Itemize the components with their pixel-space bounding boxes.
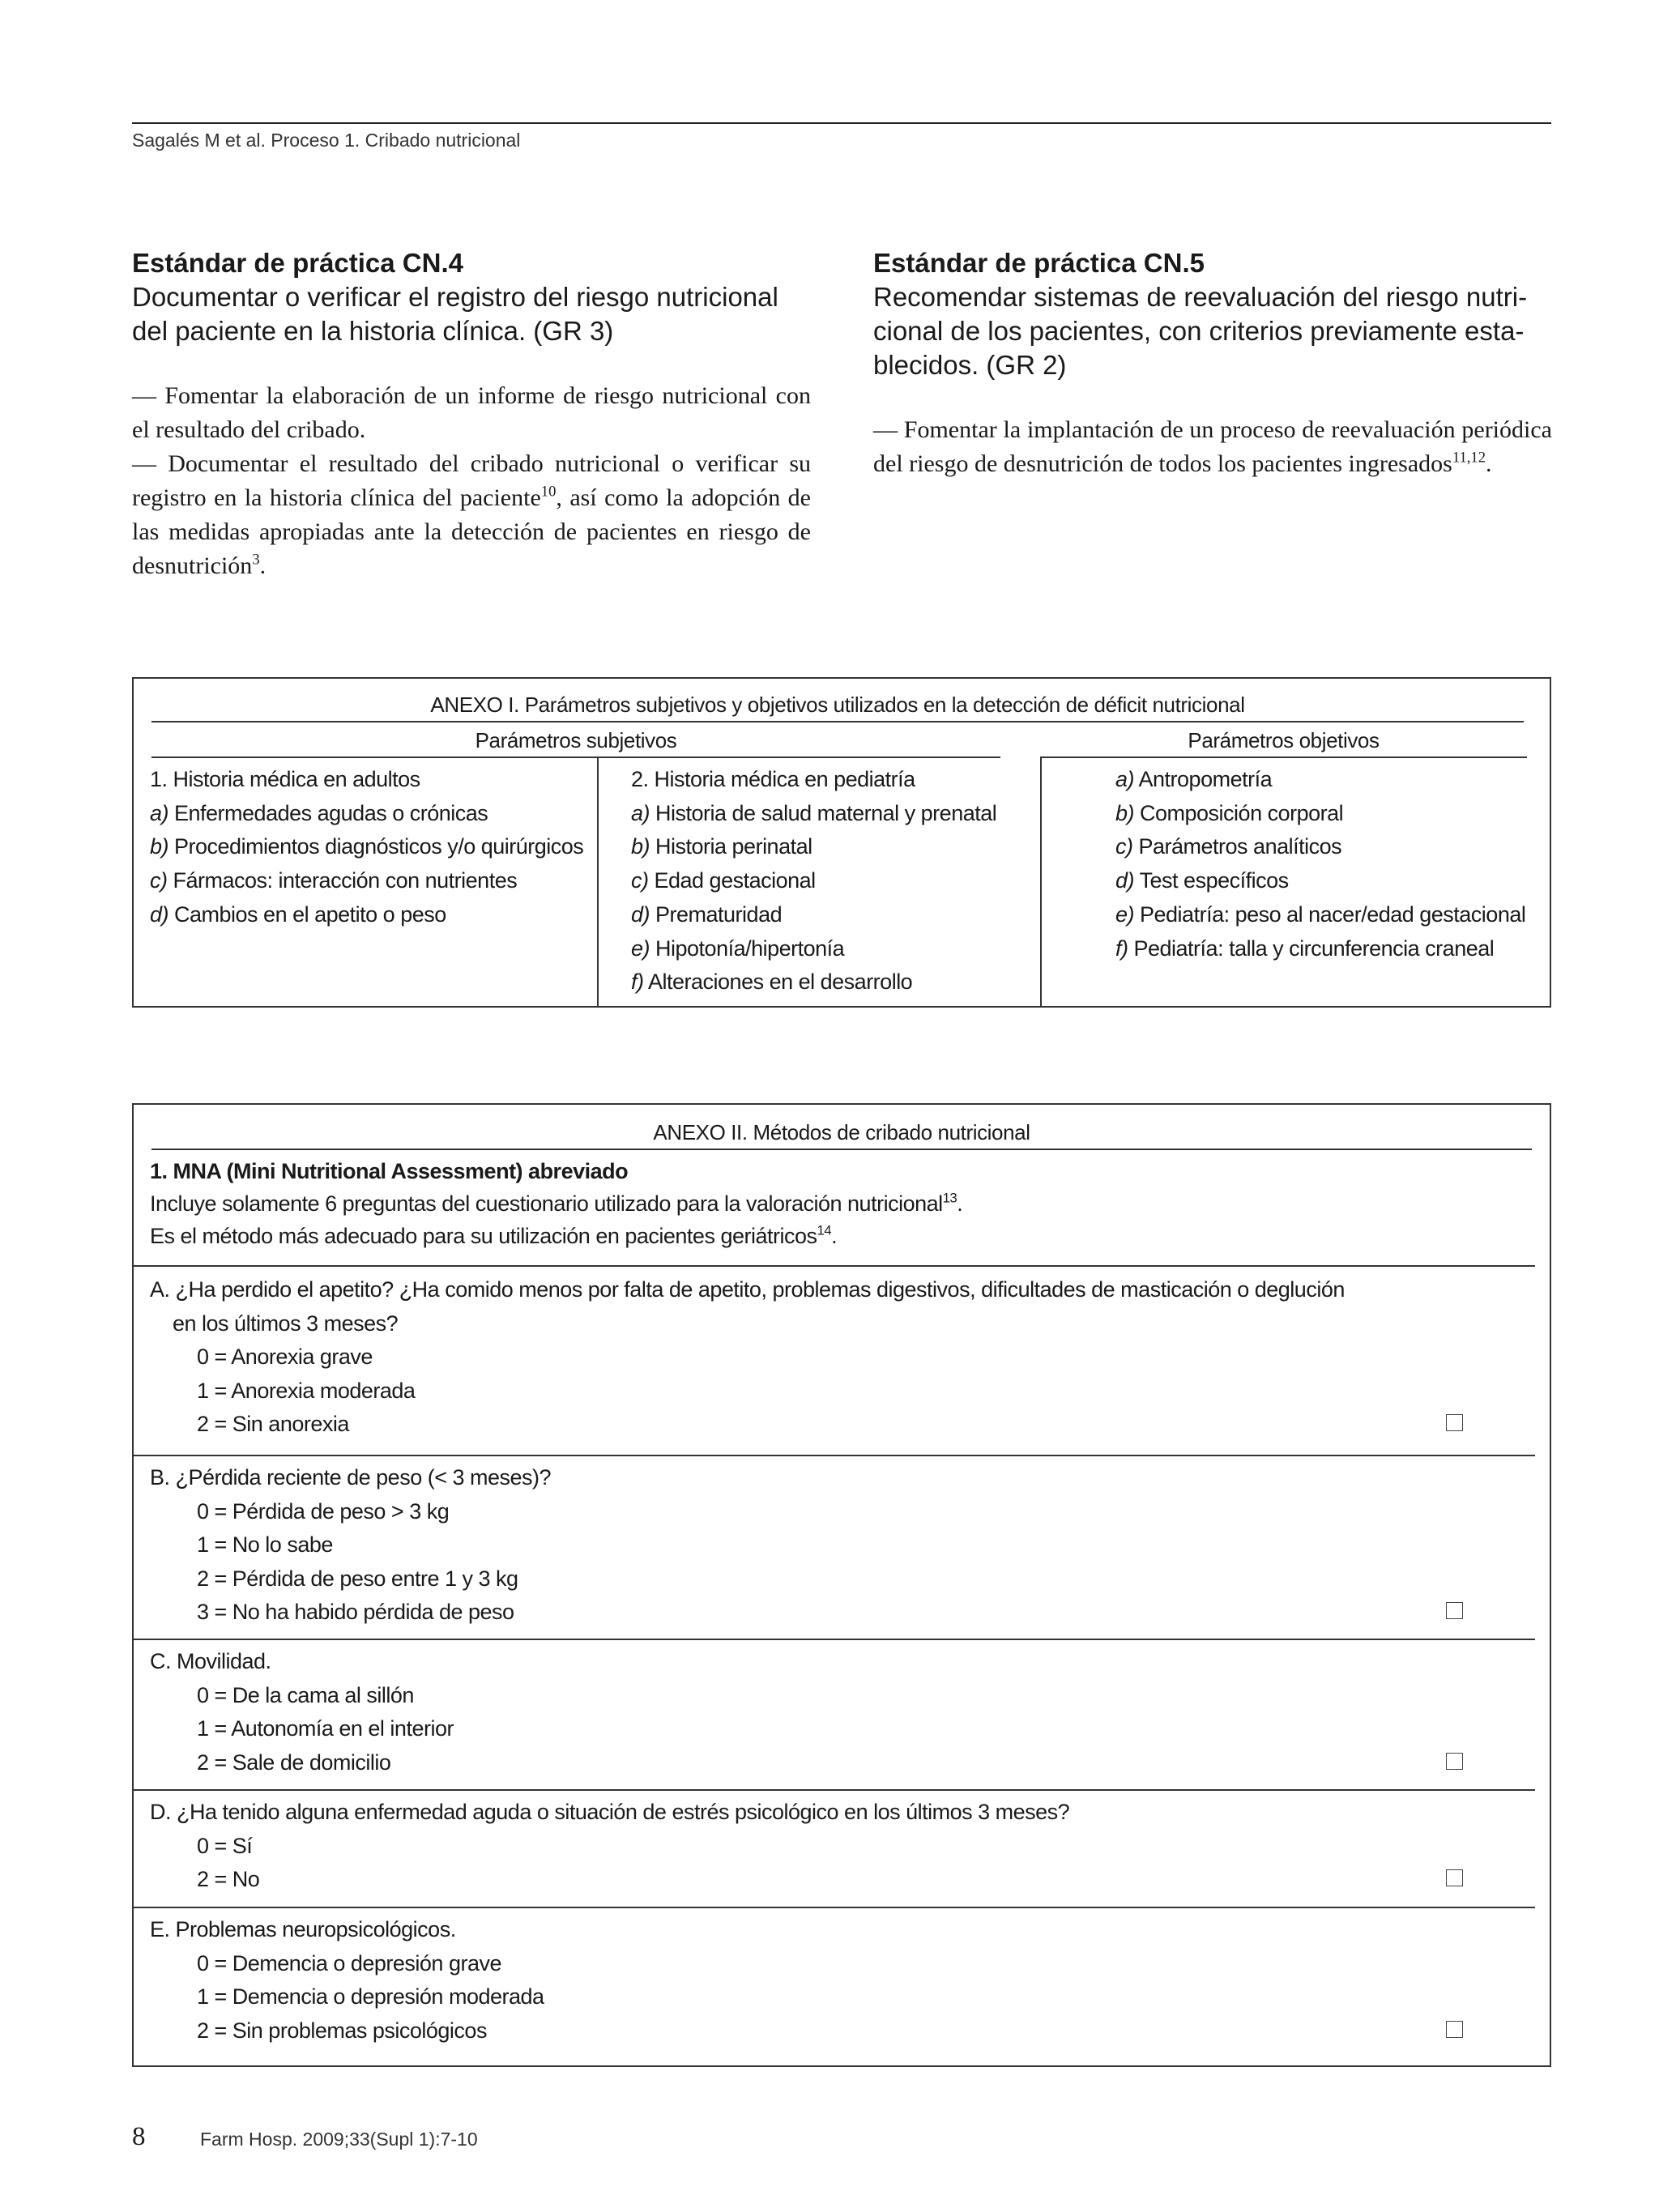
question-d	[150, 1796, 1527, 1897]
subtitle-line: del paciente en la historia clínica. (GR 3)	[132, 316, 614, 346]
list-item	[1115, 830, 1537, 864]
option: 1 = No lo sabe	[197, 1532, 333, 1557]
option: 2 = Sin anorexia	[197, 1412, 349, 1436]
question-rule	[134, 1455, 1535, 1456]
option: 2 = Sin problemas psicológicos	[197, 2018, 487, 2043]
column-pediatrics	[631, 763, 1052, 999]
paragraph-tail: .	[1486, 450, 1492, 477]
intro-text: Incluye solamente 6 preguntas del cuestionario utilizado para la valoración nutricional	[150, 1191, 943, 1216]
list-item	[1115, 864, 1537, 898]
standard-body	[873, 413, 1552, 481]
list-item	[631, 864, 1052, 898]
item-text: Composición corporal	[1134, 800, 1344, 825]
item-text: Cambios en el apetito o peso	[168, 901, 446, 927]
header-objective: Parámetros objetivos	[1040, 724, 1527, 758]
running-head: Sagalés M et al. Proceso 1. Cribado nutricional	[132, 130, 521, 151]
option: 0 = Demencia o depresión grave	[197, 1950, 501, 1975]
list-item	[631, 797, 1052, 831]
option-row	[150, 1408, 1527, 1442]
item-text: Pediatría: peso al nacer/edad gestacional	[1134, 901, 1526, 927]
reference: 10	[540, 483, 557, 501]
question-rule	[134, 1907, 1535, 1908]
column-objective	[1115, 763, 1537, 965]
reference: 13	[942, 1190, 957, 1206]
annex1-caption: ANEXO I. Parámetros subjetivos y objetivos utilizados en la detección de déficit nutricional	[151, 688, 1524, 722]
paragraph-tail: .	[259, 552, 267, 579]
question-text: E. Problemas neuropsicológicos.	[150, 1917, 456, 1941]
answer-checkbox[interactable]	[1446, 1753, 1463, 1770]
item-letter: a)	[150, 800, 169, 825]
list-item	[1115, 898, 1537, 932]
paragraph-text: , así como la adopción de las medidas apropiadas ante la detección de pacientes en riesgo de desnutrición	[132, 484, 811, 579]
list-item	[1115, 763, 1537, 797]
period: .	[957, 1191, 963, 1216]
question-e	[150, 1913, 1527, 2048]
annex2-table	[132, 1103, 1551, 2067]
period: .	[831, 1224, 838, 1248]
option: 0 = Pérdida de peso > 3 kg	[197, 1498, 450, 1524]
option: 0 = Anorexia grave	[197, 1345, 373, 1369]
standard-subtitle	[873, 280, 1552, 382]
column-title: 2. Historia médica en pediatría	[631, 767, 915, 791]
item-letter: d)	[150, 901, 169, 927]
item-text: Antropometría	[1134, 767, 1273, 791]
option: 0 = De la cama al sillón	[197, 1682, 414, 1707]
answer-checkbox[interactable]	[1446, 1414, 1463, 1431]
mna-section-head	[150, 1155, 962, 1252]
standard-cn4	[132, 246, 811, 583]
option-row	[150, 1863, 1527, 1897]
list-item	[631, 898, 1052, 932]
reference: 14	[817, 1222, 832, 1238]
item-text: Parámetros analíticos	[1132, 834, 1342, 859]
standard-cn5	[873, 246, 1552, 481]
item-text: Historia perinatal	[650, 834, 812, 859]
intro-line	[150, 1220, 962, 1252]
paragraph	[132, 447, 811, 583]
item-letter: c)	[631, 868, 649, 893]
item-letter: d)	[1115, 868, 1135, 893]
journal-citation: Farm Hosp. 2009;33(Supl 1):7-10	[200, 2129, 478, 2150]
header-rule	[132, 122, 1551, 124]
column-adults	[150, 763, 603, 932]
page-number: 8	[132, 2122, 146, 2151]
item-text: Edad gestacional	[648, 868, 816, 893]
item-text: Fármacos: interacción con nutrientes	[167, 868, 518, 893]
paragraph-text: — Fomentar la elaboración de un informe de riesgo nutricional con el resultado del cribado.	[132, 382, 811, 443]
item-text: Procedimientos diagnósticos y/o quirúrgicos	[168, 834, 584, 859]
list-item	[150, 830, 603, 864]
intro-text: Es el método más adecuado para su utilización en pacientes geriátricos	[150, 1224, 817, 1248]
item-letter: b)	[1115, 800, 1135, 825]
item-letter: b)	[150, 834, 169, 859]
subtitle-line: blecidos. (GR 2)	[873, 350, 1067, 380]
item-letter: c)	[1115, 834, 1133, 859]
item-letter: e)	[631, 936, 650, 961]
question-a	[150, 1273, 1527, 1442]
header-subjective: Parámetros subjetivos	[151, 724, 1000, 758]
question-text: A. ¿Ha perdido el apetito? ¿Ha comido menos por falta de apetito, problemas digestivos, dificultades de masticación o deglución	[150, 1277, 1345, 1302]
question-text: C. Movilidad.	[150, 1649, 271, 1673]
list-item	[150, 864, 603, 898]
question-text: D. ¿Ha tenido alguna enfermedad aguda o situación de estrés psicológico en los últimos 3 meses?	[150, 1800, 1070, 1824]
question-c	[150, 1645, 1527, 1779]
option: 1 = Demencia o depresión moderada	[197, 1984, 544, 2009]
option: 2 = No	[197, 1867, 260, 1891]
item-letter: d)	[631, 901, 650, 927]
paragraph	[873, 413, 1552, 481]
reference: 11,12	[1452, 449, 1486, 467]
item-text: Prematuridad	[650, 901, 783, 927]
question-rule	[134, 1639, 1535, 1640]
item-letter: b)	[631, 834, 650, 859]
subtitle-line: Documentar o verificar el registro del riesgo nutricional	[132, 282, 778, 312]
item-text: Alteraciones en el desarrollo	[643, 970, 913, 995]
standard-body	[132, 379, 811, 583]
option-row	[150, 2014, 1527, 2048]
item-text: Pediatría: talla y circunferencia craneal	[1128, 936, 1495, 961]
standard-subtitle	[132, 280, 811, 348]
answer-checkbox[interactable]	[1446, 1869, 1463, 1886]
annex2-caption: ANEXO II. Métodos de cribado nutricional	[151, 1116, 1532, 1150]
standard-title: Estándar de práctica CN.4	[132, 248, 463, 278]
item-letter: e)	[1115, 901, 1135, 927]
option: 1 = Anorexia moderada	[197, 1378, 416, 1403]
item-letter: f)	[631, 970, 644, 995]
list-item	[150, 797, 603, 831]
section-rule	[134, 1265, 1535, 1267]
reference: 3	[252, 551, 260, 569]
item-text: Enfermedades agudas o crónicas	[168, 800, 488, 825]
option-row	[150, 1746, 1527, 1780]
list-item	[1115, 932, 1537, 966]
item-text: Test específicos	[1134, 868, 1289, 893]
list-item	[1115, 797, 1537, 831]
subtitle-line: cional de los pacientes, con criterios previamente esta-	[873, 316, 1525, 346]
section-title: 1. MNA (Mini Nutritional Assessment) abreviado	[150, 1159, 629, 1183]
option: 2 = Sale de domicilio	[197, 1750, 391, 1775]
option: 1 = Autonomía en el interior	[197, 1716, 454, 1741]
option: 3 = No ha habido pérdida de peso	[197, 1600, 514, 1624]
question-text: B. ¿Pérdida reciente de peso (< 3 meses)?	[150, 1465, 552, 1490]
item-letter: a)	[631, 800, 650, 825]
list-item	[631, 830, 1052, 864]
paragraph-text: — Fomentar la implantación de un proceso de reevaluación periódica del riesgo de desnutrición de todos los pacientes ingresados	[873, 416, 1552, 477]
subtitle-line: Recomendar sistemas de reevaluación del riesgo nutri-	[873, 282, 1528, 312]
question-b	[150, 1461, 1527, 1630]
column-title: 1. Historia médica en adultos	[150, 767, 420, 791]
option-row	[150, 1596, 1527, 1630]
annex1-table	[132, 677, 1551, 1008]
standard-title: Estándar de práctica CN.5	[873, 248, 1205, 278]
item-letter: a)	[1115, 767, 1135, 791]
option: 2 = Pérdida de peso entre 1 y 3 kg	[197, 1566, 518, 1591]
intro-line	[150, 1187, 962, 1220]
list-item	[150, 898, 603, 932]
question-rule	[134, 1789, 1535, 1791]
answer-checkbox[interactable]	[1446, 2021, 1463, 2038]
list-item	[631, 965, 1052, 999]
item-letter: c)	[150, 868, 168, 893]
item-letter: f)	[1115, 936, 1128, 961]
paragraph-text: — Documentar el resultado del cribado nutricional o verificar su registro en la historia clínica del paciente	[132, 450, 811, 511]
list-item	[631, 932, 1052, 966]
answer-checkbox[interactable]	[1446, 1602, 1463, 1619]
item-text: Historia de salud maternal y prenatal	[650, 800, 997, 825]
item-text: Hipotonía/hipertonía	[650, 936, 845, 961]
question-text-cont: en los últimos 3 meses?	[173, 1311, 399, 1336]
paragraph	[132, 379, 811, 447]
option: 0 = Sí	[197, 1833, 253, 1858]
